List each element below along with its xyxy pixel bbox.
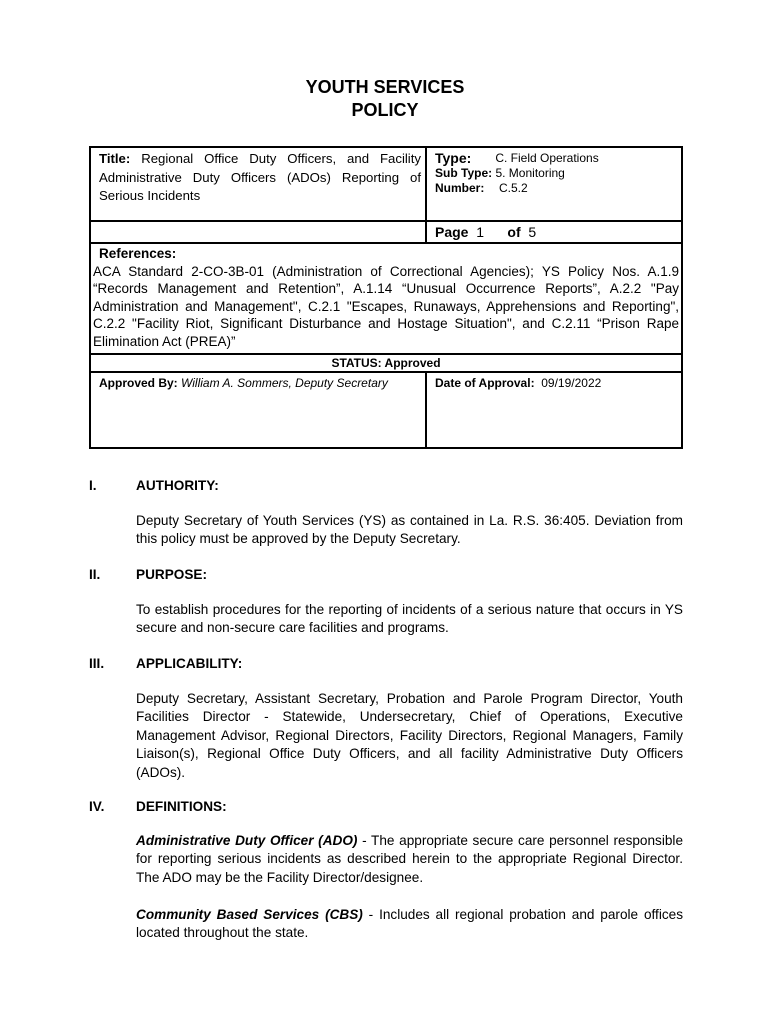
- section-number: IV.: [89, 799, 105, 814]
- page-label: Page: [435, 224, 469, 240]
- page-total: 5: [528, 224, 537, 240]
- section-number: II.: [89, 567, 101, 582]
- header-row-title: [89, 146, 683, 220]
- definition-term: Community Based Services (CBS): [136, 907, 363, 922]
- section-heading: PURPOSE:: [136, 567, 208, 582]
- definition-ado: [136, 832, 683, 887]
- section-heading: APPLICABILITY:: [136, 656, 243, 671]
- number-value: C.5.2: [499, 181, 528, 195]
- type-cell: [427, 148, 681, 220]
- section-heading: AUTHORITY:: [136, 478, 219, 493]
- header-row-page: [89, 220, 683, 242]
- date-of-approval-label: Date of Approval:: [435, 375, 535, 390]
- section-number: I.: [89, 478, 97, 493]
- definition-term: Administrative Duty Officer (ADO): [136, 833, 358, 848]
- number-label: Number:: [435, 181, 485, 195]
- policy-header-table: [89, 146, 683, 449]
- section-heading: DEFINITIONS:: [136, 799, 227, 814]
- subtype-line: [435, 166, 681, 181]
- title-text: Regional Office Duty Officers, and Facility Administrative Duty Officers (ADOs) Reporting of Serious Incidents: [99, 151, 421, 203]
- title-cell: [91, 148, 427, 220]
- status-row: STATUS: Approved: [89, 353, 683, 371]
- approved-by-value: William A. Sommers, Deputy Secretary: [181, 375, 388, 390]
- references-label: References:: [99, 246, 177, 261]
- type-value: C. Field Operations: [495, 151, 599, 165]
- approved-by-cell: [91, 373, 427, 447]
- section-body: To establish procedures for the reporting of incidents of a serious nature that occurs in YS secure and non-secure care facilities and programs.: [136, 602, 683, 636]
- page-of-label: of: [507, 224, 521, 240]
- references-cell: [89, 242, 683, 353]
- date-of-approval-cell: [427, 373, 681, 447]
- date-of-approval-value: 09/19/2022: [541, 375, 602, 390]
- section-body: Deputy Secretary, Assistant Secretary, Probation and Parole Program Director, Youth Facilities Director - Statewide, Undersecretary, Chief of Operations, Executive Management Advisor, Regional Directors, Facility Directors, Regional Managers, Family Liaison(s), Regional Office Duty Officers, and all facility Administrative Duty Officers (ADOs).: [136, 691, 683, 780]
- number-line: [435, 181, 681, 196]
- section-number: III.: [89, 656, 105, 671]
- page-cell: [427, 220, 681, 242]
- definition-text: - Includes all regional probation and parole offices located throughout the state.: [136, 907, 683, 941]
- references-text: ACA Standard 2-CO-3B-01 (Administration of Correctional Agencies); YS Policy Nos. A.1.9 “Records Management and Retention”, A.1.14 “Unusual Occurrence Reports”, A.2.2 "Pay Administration and Management", C.2.1 "Escapes, Runaways, Apprehensions and Reporting", C.2.2 "Facility Riot, Significant Disturbance and Hostage Situation", and C.2.11 “Prison Rape Elimination Act (PREA)”: [93, 263, 679, 349]
- approval-row: [89, 371, 683, 449]
- subtype-label: Sub Type:: [435, 166, 493, 180]
- empty-cell: [91, 220, 427, 242]
- title-label: Title:: [99, 151, 131, 166]
- page-current: 1: [476, 224, 485, 240]
- subtype-value: 5. Monitoring: [495, 166, 565, 180]
- document-title: [0, 76, 770, 122]
- definition-cbs: [136, 906, 683, 943]
- type-line: [435, 151, 681, 166]
- title-line-1: YOUTH SERVICES: [305, 77, 465, 97]
- section-body: Deputy Secretary of Youth Services (YS) as contained in La. R.S. 36:405. Deviation from this policy must be approved by the Deputy Secretary.: [136, 513, 683, 547]
- approved-by-label: Approved By:: [99, 375, 178, 390]
- definition-text: - The appropriate secure care personnel responsible for reporting serious incidents as described herein to the appropriate Regional Director. The ADO may be the Facility Director/designee.: [136, 833, 684, 885]
- title-line-2: POLICY: [351, 100, 419, 120]
- type-label: Type:: [435, 150, 472, 166]
